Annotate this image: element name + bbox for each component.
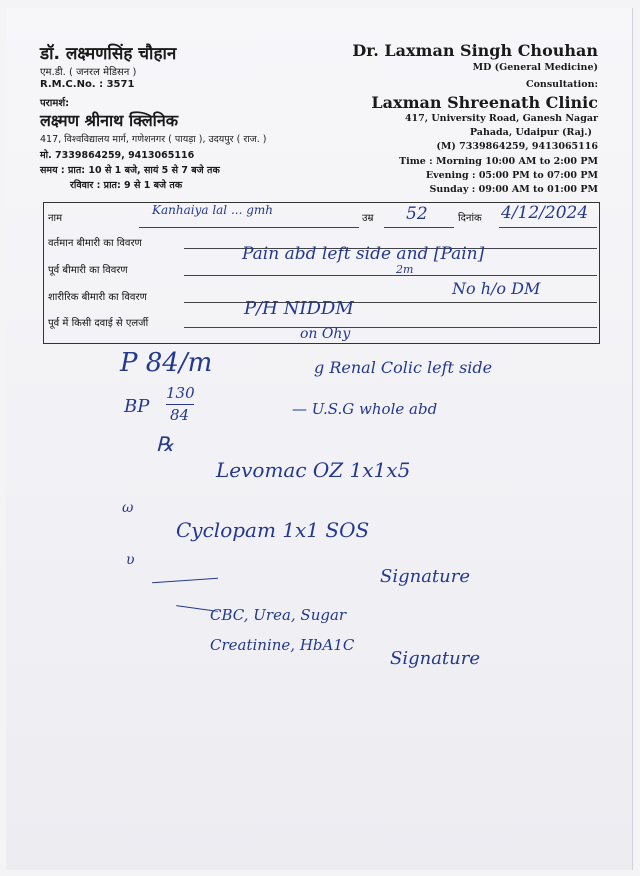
consultation-hindi: परामर्श: [40,98,70,109]
degree-hindi: एम.डी. ( जनरल मेडिसन ) [40,67,137,78]
time-morning: Time : Morning 10:00 AM to 2:00 PM [399,156,598,167]
margin-mark: υ [126,552,135,568]
allergy-label: पूर्व में किसी दवाई से एलर्जी [48,318,149,329]
pulse-note: P 84/m [120,348,213,378]
current-illness-label: वर्तमान बीमारी का विवरण [48,238,142,249]
past-illness-value: Pain abd left side and [Pain] [242,244,485,264]
bp-diastolic: 84 [170,406,190,424]
phone-hindi: मो. 7339864259, 9413065116 [40,150,195,161]
address-line-2: Pahada, Udaipur (Raj.) [469,127,592,138]
signature-1: Signature [380,566,471,587]
patient-name-value: Kanhaiya lal ... gmh [152,203,274,217]
bp-systolic: 130 [166,384,195,402]
physical-illness-value: No h/o DM [452,279,541,298]
physical-illness-label: शारीरिक बीमारी का विवरण [48,292,147,303]
investigations-line-2: Creatinine, HbA1C [210,636,355,654]
doctor-name-hindi: डॉ. लक्ष्मणसिंह चौहान [40,44,177,64]
sunday-timing-hindi: रविवार : प्रात: 9 से 1 बजे तक [70,180,183,191]
doctor-name-english: Dr. Laxman Singh Chouhan [352,41,598,60]
date-value: 4/12/2024 [501,203,589,223]
prescription-paper [6,8,633,870]
allergy-extra-note: on Ohy [300,326,351,342]
date-label: दिनांक [458,213,482,224]
rx-symbol: ℞ [156,432,174,456]
name-label: नाम [48,213,63,224]
age-label: उम्र [362,213,374,224]
rx-line-1: Levomac OZ 1x1x5 [216,458,411,482]
complaint-line-1: g Renal Colic left side [314,358,493,377]
signature-2: Signature [390,648,481,669]
bp-label: BP [124,396,150,417]
patient-info-form [43,202,600,344]
time-sunday: Sunday : 09:00 AM to 01:00 PM [429,184,598,195]
rmc-number: R.M.C.No. : 3571 [40,79,135,90]
phone-english: (M) 7339864259, 9413065116 [436,141,598,152]
time-evening: Evening : 05:00 PM to 07:00 PM [425,170,598,181]
timing-hindi: समय : प्रात: 10 से 1 बजे, सायं 5 से 7 बजे तक [40,165,220,176]
past-illness-duration: 2m [396,263,414,276]
address-hindi: 417, विश्वविद्यालय मार्ग, गणेशनगर ( पायड़ा ), उदयपुर ( राज. ) [40,134,267,145]
complaint-line-2: — U.S.G whole abd [292,400,438,418]
allergy-value: P/H NIDDM [244,298,354,319]
degree-english: MD (General Medicine) [472,62,598,73]
address-line-1: 417, University Road, Ganesh Nagar [404,113,598,124]
age-value: 52 [406,204,428,224]
investigations-line-1: CBC, Urea, Sugar [210,606,347,624]
margin-mark: ω [122,500,134,516]
consultation-english: Consultation: [526,79,598,90]
clinic-name-hindi: लक्ष्मण श्रीनाथ क्लिनिक [40,111,178,130]
rx-line-2: Cyclopam 1x1 SOS [176,518,370,542]
clinic-name-english: Laxman Shreenath Clinic [371,93,598,112]
past-illness-label: पूर्व बीमारी का विवरण [48,265,128,276]
